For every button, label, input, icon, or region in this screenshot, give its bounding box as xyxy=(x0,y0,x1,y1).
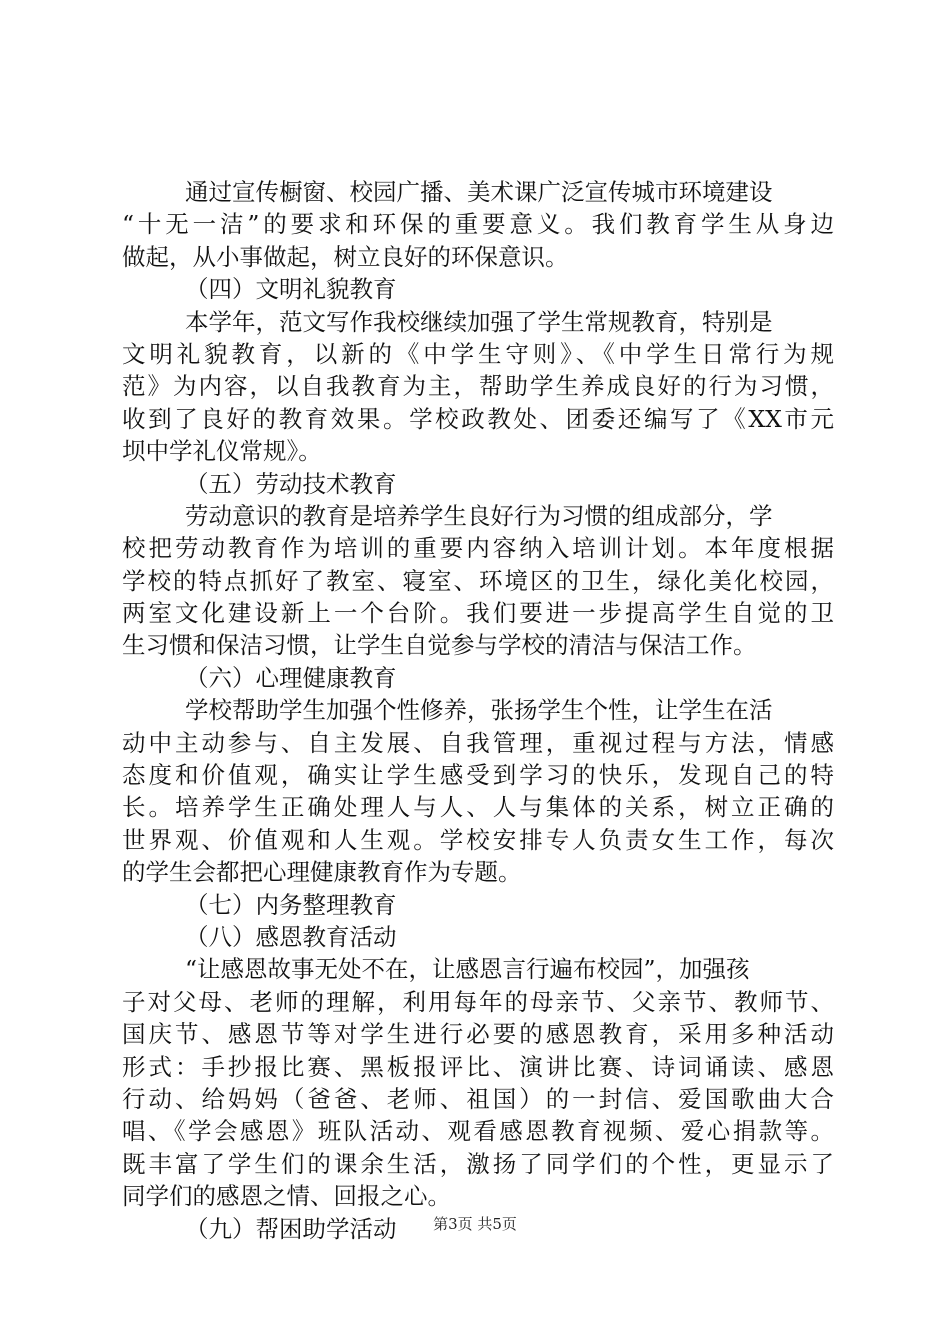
paragraph-line: 态度和价值观，确实让学生感受到学习的快乐，发现自己的特 xyxy=(122,761,834,790)
paragraph-line: 做起，从小事做起，树立良好的环保意识。 xyxy=(122,242,569,271)
paragraph-line: 文明礼貌教育，以新的《中学生守则》、《中学生日常行为规 xyxy=(122,339,834,368)
paragraph-line: 本学年，范文写作我校继续加强了学生常规教育，特别是 xyxy=(185,307,773,336)
paragraph-line: “十无一洁”的要求和环保的重要意义。我们教育学生从身边 xyxy=(122,210,834,239)
paragraph-line: 通过宣传橱窗、校园广播、美术课广泛宣传城市环境建设 xyxy=(185,178,773,206)
paragraph-line: 收到了良好的教育效果。学校政教处、团委还编写了《XX市元 xyxy=(122,404,834,433)
paragraph-line: 长。培养学生正确处理人与人、人与集体的关系，树立正确的 xyxy=(122,793,834,822)
section-heading: （六）心理健康教育 xyxy=(185,663,397,692)
paragraph-line: 同学们的感恩之情、回报之心。 xyxy=(122,1182,451,1211)
paragraph-line: 劳动意识的教育是培养学生良好行为习惯的组成部分，学 xyxy=(185,501,773,530)
paragraph-line: 子对父母、老师的理解，利用每年的母亲节、父亲节、教师节、 xyxy=(122,987,834,1016)
page-footer: 第3页 共5页 xyxy=(433,1215,517,1233)
paragraph-line: 范》为内容，以自我教育为主，帮助学生养成良好的行为习惯， xyxy=(122,372,834,401)
section-heading: （五）劳动技术教育 xyxy=(185,469,397,498)
paragraph-line: 两室文化建设新上一个台阶。我们要进一步提高学生自觉的卫 xyxy=(122,599,834,628)
paragraph-line: 动中主动参与、自主发展、自我管理，重视过程与方法，情感 xyxy=(122,728,834,757)
paragraph-line: 既丰富了学生们的课余生活，激扬了同学们的个性，更显示了 xyxy=(122,1149,834,1178)
paragraph-line: 行动、给妈妈（爸爸、老师、祖国）的一封信、爱国歌曲大合 xyxy=(122,1084,834,1113)
document-body xyxy=(122,176,834,1245)
paragraph-line: 世界观、价值观和人生观。学校安排专人负责女生工作，每次 xyxy=(122,825,834,854)
section-heading: （八）感恩教育活动 xyxy=(185,922,397,951)
paragraph-line: 学校的特点抓好了教室、寝室、环境区的卫生，绿化美化校园， xyxy=(122,566,834,595)
paragraph-line: 学校帮助学生加强个性修养，张扬学生个性，让学生在活 xyxy=(185,696,773,725)
paragraph-line: 形式：手抄报比赛、黑板报评比、演讲比赛、诗词诵读、感恩 xyxy=(122,1052,834,1081)
paragraph-line: 的学生会都把心理健康教育作为专题。 xyxy=(122,858,522,887)
paragraph-line: 坝中学礼仪常规》。 xyxy=(122,437,322,466)
paragraph-line: 国庆节、感恩节等对学生进行必要的感恩教育，采用多种活动 xyxy=(122,1020,834,1049)
paragraph-line: 生习惯和保洁习惯，让学生自觉参与学校的清洁与保洁工作。 xyxy=(122,631,757,660)
section-heading: （四）文明礼貌教育 xyxy=(185,275,397,304)
paragraph-line: 唱、《学会感恩》班队活动、观看感恩教育视频、爱心捐款等。 xyxy=(122,1117,834,1146)
paragraph-line: 校把劳动教育作为培训的重要内容纳入培训计划。本年度根据 xyxy=(122,534,834,563)
section-heading: （七）内务整理教育 xyxy=(185,890,397,919)
section-heading: （九）帮困助学活动 xyxy=(185,1214,397,1243)
paragraph-line: “让感恩故事无处不在，让感恩言行遍布校园”，加强孩 xyxy=(185,955,750,984)
